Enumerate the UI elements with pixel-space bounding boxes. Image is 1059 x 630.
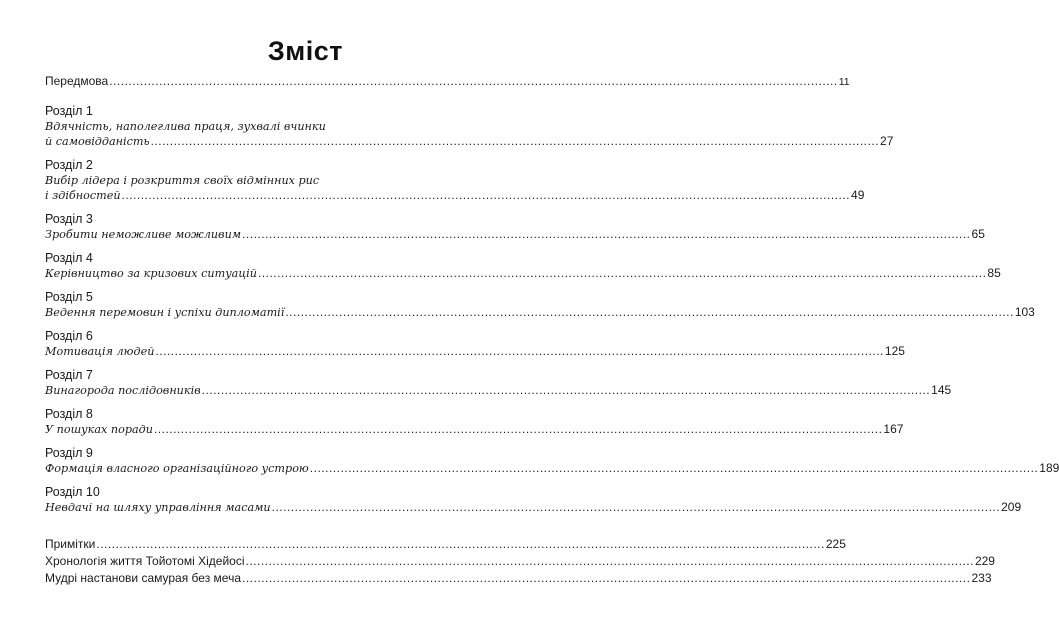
dot-leader bbox=[285, 305, 1013, 320]
chapter-label: Розділ 2 bbox=[45, 158, 93, 172]
chapter-title-line: Невдачі на шляху управління масами bbox=[45, 501, 271, 514]
back-matter bbox=[45, 537, 995, 586]
toc-entry-preface[interactable] bbox=[45, 74, 850, 90]
toc-entry-page: 233 bbox=[971, 571, 992, 585]
page-title: Зміст bbox=[267, 36, 343, 66]
dot-leader bbox=[242, 227, 970, 242]
chapter-title-line: Вибір лідера і розкриття своїх відмінних рис bbox=[45, 174, 320, 187]
dot-leader bbox=[272, 500, 1000, 515]
dot-leader bbox=[122, 188, 850, 203]
toc-chapter-10[interactable] bbox=[45, 485, 1022, 515]
toc-entry-instructions[interactable] bbox=[45, 571, 992, 586]
dot-leader bbox=[258, 266, 986, 281]
toc-entry-page: 225 bbox=[825, 537, 846, 551]
chapter-title-line: і здібностей bbox=[45, 189, 121, 202]
toc-entry-notes[interactable] bbox=[45, 537, 846, 552]
chapter-label: Розділ 8 bbox=[45, 407, 93, 421]
toc-entry-page: 11 bbox=[838, 76, 850, 88]
chapter-title-line: й самовідданість bbox=[45, 135, 150, 148]
dot-leader bbox=[109, 74, 837, 89]
chapter-label: Розділ 10 bbox=[45, 485, 100, 499]
table-of-contents bbox=[45, 72, 1059, 586]
toc-entry-page: 65 bbox=[971, 227, 985, 241]
toc-entry-page: 103 bbox=[1014, 305, 1035, 319]
chapter-title-line: Ведення перемовин і успіхи дипломатії bbox=[45, 306, 285, 319]
chapter-label: Розділ 1 bbox=[45, 104, 93, 118]
dot-leader bbox=[96, 537, 824, 552]
chapter-label: Розділ 5 bbox=[45, 290, 93, 304]
toc-chapter-7[interactable] bbox=[45, 368, 952, 398]
toc-chapter-9[interactable] bbox=[45, 446, 1059, 476]
toc-entry-chronology[interactable] bbox=[45, 554, 995, 569]
toc-entry-page: 49 bbox=[851, 188, 865, 202]
toc-chapter-1[interactable] bbox=[45, 104, 894, 149]
toc-entry-page: 167 bbox=[883, 422, 904, 436]
toc-chapter-5[interactable] bbox=[45, 290, 1035, 320]
chapter-label: Розділ 4 bbox=[45, 251, 93, 265]
chapter-label: Розділ 3 bbox=[45, 212, 93, 226]
toc-chapter-4[interactable] bbox=[45, 251, 1001, 281]
toc-chapter-6[interactable] bbox=[45, 329, 905, 359]
chapter-title-line: Вдячність, наполеглива праця, зухвалі вчинки bbox=[45, 120, 326, 133]
toc-entry-label: Передмова bbox=[45, 74, 109, 88]
toc-entry-label: Хронологія життя Тойотомі Хідейосі bbox=[45, 554, 245, 568]
toc-entry-page: 145 bbox=[931, 383, 952, 397]
dot-leader bbox=[245, 554, 973, 569]
toc-entry-label: Мудрі настанови самурая без меча bbox=[45, 571, 241, 585]
chapter-title-line: Формація власного організаційного устрою bbox=[45, 462, 309, 475]
toc-entry-page: 229 bbox=[974, 554, 995, 568]
toc-entry-page: 209 bbox=[1001, 500, 1022, 514]
chapter-label: Розділ 6 bbox=[45, 329, 93, 343]
toc-entry-page: 27 bbox=[880, 134, 894, 148]
dot-leader bbox=[155, 344, 883, 359]
toc-chapter-3[interactable] bbox=[45, 212, 985, 242]
dot-leader bbox=[154, 422, 882, 437]
chapter-title-line: У пошуках поради bbox=[45, 423, 153, 436]
dot-leader bbox=[202, 383, 930, 398]
dot-leader bbox=[242, 571, 970, 586]
toc-chapter-8[interactable] bbox=[45, 407, 904, 437]
toc-entry-page: 85 bbox=[987, 266, 1001, 280]
chapter-label: Розділ 9 bbox=[45, 446, 93, 460]
toc-entry-page: 125 bbox=[884, 344, 905, 358]
chapter-title-line: Мотивація людей bbox=[45, 345, 155, 358]
toc-entry-label: Примітки bbox=[45, 537, 96, 551]
chapter-label: Розділ 7 bbox=[45, 368, 93, 382]
dot-leader bbox=[310, 461, 1038, 476]
chapter-title-line: Керівництво за кризових ситуацій bbox=[45, 267, 257, 280]
chapter-title-line: Винагорода послідовників bbox=[45, 384, 201, 397]
chapter-title-line: Зробити неможливе можливим bbox=[45, 228, 242, 241]
toc-entry-page: 189 bbox=[1039, 461, 1059, 475]
dot-leader bbox=[151, 134, 879, 149]
toc-chapter-2[interactable] bbox=[45, 158, 865, 203]
